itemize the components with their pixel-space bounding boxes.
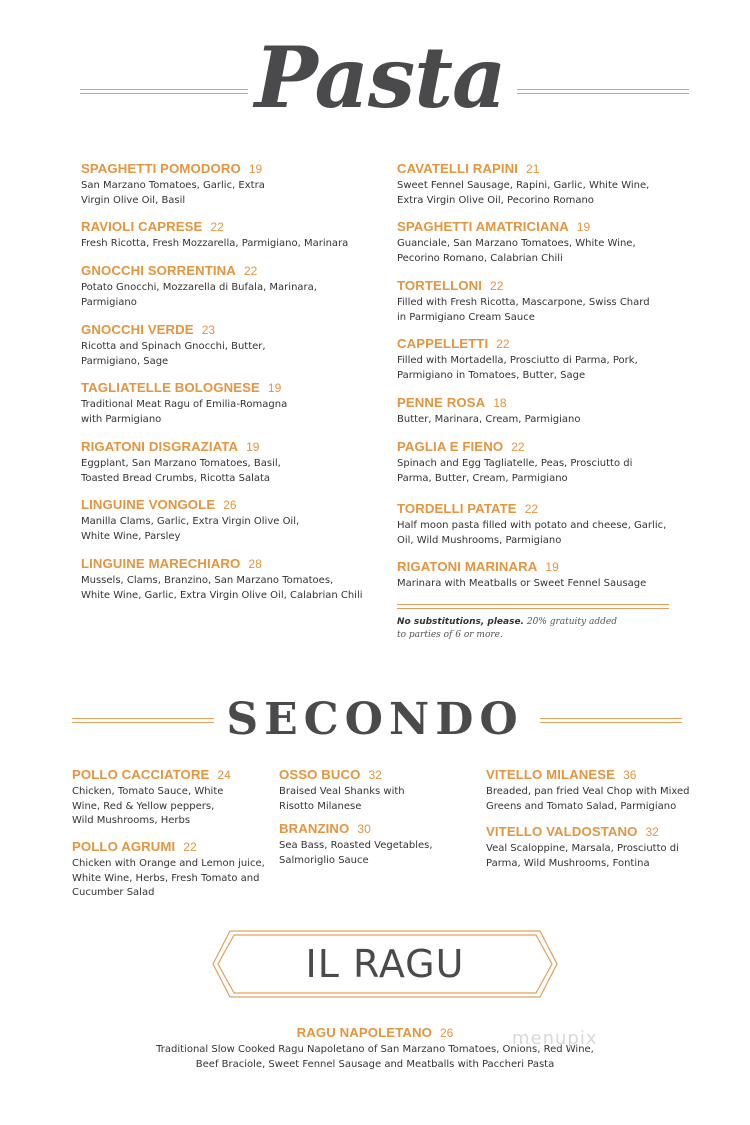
item-price: 26 (223, 498, 237, 512)
menu-item-vitello-milanese (486, 766, 726, 814)
menu-item-gnocchi-verde (81, 321, 381, 369)
item-name: VITELLO MILANESE (486, 767, 616, 782)
item-price: 22 (243, 264, 258, 278)
menu-item-penne-rosa (397, 394, 697, 428)
note-bold: No substitutions, please. (397, 617, 524, 627)
menu-item-rigatoni-marinara (397, 558, 697, 592)
item-name: TORTELLONI (397, 278, 483, 293)
pasta-rule-left (80, 89, 248, 94)
item-name: RIGATONI MARINARA (397, 559, 538, 574)
item-description: Mussels, Clams, Branzino, San Marzano Tomatoes, White Wine, Garlic, Extra Virgin Olive Oil, Calabrian Chili (81, 575, 363, 601)
item-name: BRANZINO (279, 821, 350, 836)
item-price: 22 (210, 220, 224, 234)
item-price: 28 (248, 557, 262, 571)
item-name: SPAGHETTI AMATRICIANA (397, 219, 569, 234)
item-name: TORDELLI PATATE (397, 501, 517, 516)
item-name: PAGLIA E FIENO (397, 439, 504, 454)
item-name: CAVATELLI RAPINI (397, 161, 519, 176)
menu-item-branzino (279, 820, 479, 868)
item-price: 19 (248, 162, 263, 176)
note-line-1: 20% gratuity added (523, 617, 617, 627)
item-description: Spinach and Egg Tagliatelle, Peas, Prosciutto di Parma, Butter, Cream, Parmigiano (397, 458, 633, 484)
item-description: Filled with Mortadella, Prosciutto di Parma, Pork, Parmigiano in Tomatoes, Butter, Sage (397, 355, 638, 381)
item-price: 24 (217, 768, 231, 782)
item-price: 23 (201, 323, 216, 337)
item-description: Traditional Slow Cooked Ragu Napoletano of San Marzano Tomatoes, Onions, Red Wine, Beef Braciole, Sweet Fennel Sausage and Meatballs with Paccheri Pasta (156, 1044, 594, 1070)
item-description: Braised Veal Shanks with Risotto Milanese (279, 786, 405, 812)
item-description: Veal Scaloppine, Marsala, Prosciutto di Parma, Wild Mushrooms, Fontina (486, 843, 679, 869)
menu-item-paglia-e-fieno (397, 438, 697, 486)
item-price: 19 (545, 560, 559, 574)
item-name: GNOCCHI SORRENTINA (81, 263, 236, 278)
menu-item-tagliatelle-bolognese (81, 379, 381, 427)
item-name: POLLO AGRUMI (72, 839, 176, 854)
item-description: Ricotta and Spinach Gnocchi, Butter, Parmigiano, Sage (81, 341, 266, 367)
item-price: 22 (183, 840, 197, 854)
item-price: 32 (645, 825, 659, 839)
item-price: 26 (439, 1026, 454, 1040)
item-price: 32 (368, 768, 382, 782)
menu-item-vitello-valdostano (486, 823, 726, 871)
secondo-rule-right (540, 718, 682, 723)
item-description: San Marzano Tomatoes, Garlic, Extra Virgin Olive Oil, Basil (81, 180, 265, 206)
item-price: 22 (511, 440, 525, 454)
menu-item-pollo-agrumi (72, 838, 272, 901)
item-price: 30 (357, 822, 371, 836)
item-description: Traditional Meat Ragu of Emilia-Romagna with Parmigiano (81, 399, 288, 425)
item-name: POLLO CACCIATORE (72, 767, 210, 782)
menu-item-spaghetti-amatriciana (397, 218, 697, 266)
menu-item-pollo-cacciatore (72, 766, 272, 829)
menu-item-cavatelli-rapini (397, 160, 697, 208)
item-name: VITELLO VALDOSTANO (486, 824, 638, 839)
item-description: Guanciale, San Marzano Tomatoes, White Wine, Pecorino Romano, Calabrian Chili (397, 238, 636, 264)
item-description: Potato Gnocchi, Mozzarella di Bufala, Marinara, Parmigiano (81, 282, 317, 308)
item-price: 22 (490, 279, 504, 293)
menu-item-spaghetti-pomodoro (81, 160, 381, 208)
item-name: OSSO BUCO (279, 767, 361, 782)
item-price: 22 (496, 337, 510, 351)
item-name: SPAGHETTI POMODORO (81, 161, 241, 176)
menu-item-linguine-vongole (81, 496, 381, 544)
item-description: Fresh Ricotta, Fresh Mozzarella, Parmigiano, Marinara (81, 238, 349, 249)
item-name: RAVIOLI CAPRESE (81, 219, 203, 234)
item-name: RAGU NAPOLETANO (296, 1025, 432, 1040)
item-description: Butter, Marinara, Cream, Parmigiano (397, 414, 581, 425)
menu-item-rigatoni-disgraziata (81, 438, 381, 486)
menu-item-linguine-marechiaro (81, 555, 381, 603)
item-description: Marinara with Meatballs or Sweet Fennel Sausage (397, 578, 647, 589)
item-description: Manilla Clams, Garlic, Extra Virgin Olive Oil, White Wine, Parsley (81, 516, 300, 542)
item-name: LINGUINE VONGOLE (81, 497, 216, 512)
item-price: 18 (493, 396, 507, 410)
item-description: Chicken, Tomato Sauce, White Wine, Red & Yellow peppers, Wild Mushrooms, Herbs (72, 786, 224, 826)
item-description: Sea Bass, Roasted Vegetables, Salmoriglio Sauce (279, 840, 433, 866)
item-price: 22 (524, 502, 539, 516)
pasta-rule-right (517, 89, 689, 94)
menu-item-gnocchi-sorrentina (81, 262, 381, 310)
item-description: Filled with Fresh Ricotta, Mascarpone, Swiss Chard in Parmigiano Cream Sauce (397, 297, 650, 323)
item-name: PENNE ROSA (397, 395, 486, 410)
item-price: 36 (623, 768, 637, 782)
gratuity-note (397, 616, 647, 642)
item-name: TAGLIATELLE BOLOGNESE (81, 380, 260, 395)
item-price: 19 (246, 440, 260, 454)
menu-item-cappelletti (397, 335, 697, 383)
item-name: RIGATONI DISGRAZIATA (81, 439, 239, 454)
menu-item-ravioli-caprese (81, 218, 381, 252)
menu-item-tortelloni (397, 277, 697, 325)
item-description: Breaded, pan fried Veal Chop with Mixed Greens and Tomato Salad, Parmigiano (486, 786, 690, 812)
menu-item-tordelli-patate (397, 500, 697, 548)
item-price: 21 (526, 162, 540, 176)
menu-item-osso-buco (279, 766, 479, 814)
item-description: Chicken with Orange and Lemon juice, White Wine, Herbs, Fresh Tomato and Cucumber Salad (72, 858, 265, 898)
pasta-section-title: Pasta (254, 28, 506, 127)
item-price: 19 (267, 381, 282, 395)
ragu-section-title: IL RAGU (305, 942, 465, 986)
secondo-rule-left (72, 718, 214, 723)
secondo-section-title: SECONDO (226, 694, 524, 745)
item-name: CAPPELLETTI (397, 336, 489, 351)
item-name: GNOCCHI VERDE (81, 322, 194, 337)
item-name: LINGUINE MARECHIARO (81, 556, 241, 571)
item-description: Sweet Fennel Sausage, Rapini, Garlic, White Wine, Extra Virgin Olive Oil, Pecorino Romano (397, 180, 650, 206)
menupix-watermark: menupix (512, 1028, 598, 1049)
item-description: Eggplant, San Marzano Tomatoes, Basil, Toasted Bread Crumbs, Ricotta Salata (81, 458, 281, 484)
note-line-2: to parties of 6 or more. (397, 630, 503, 640)
item-description: Half moon pasta filled with potato and cheese, Garlic, Oil, Wild Mushrooms, Parmigiano (397, 520, 667, 546)
item-price: 19 (576, 220, 591, 234)
pasta-note-rule (397, 604, 669, 609)
